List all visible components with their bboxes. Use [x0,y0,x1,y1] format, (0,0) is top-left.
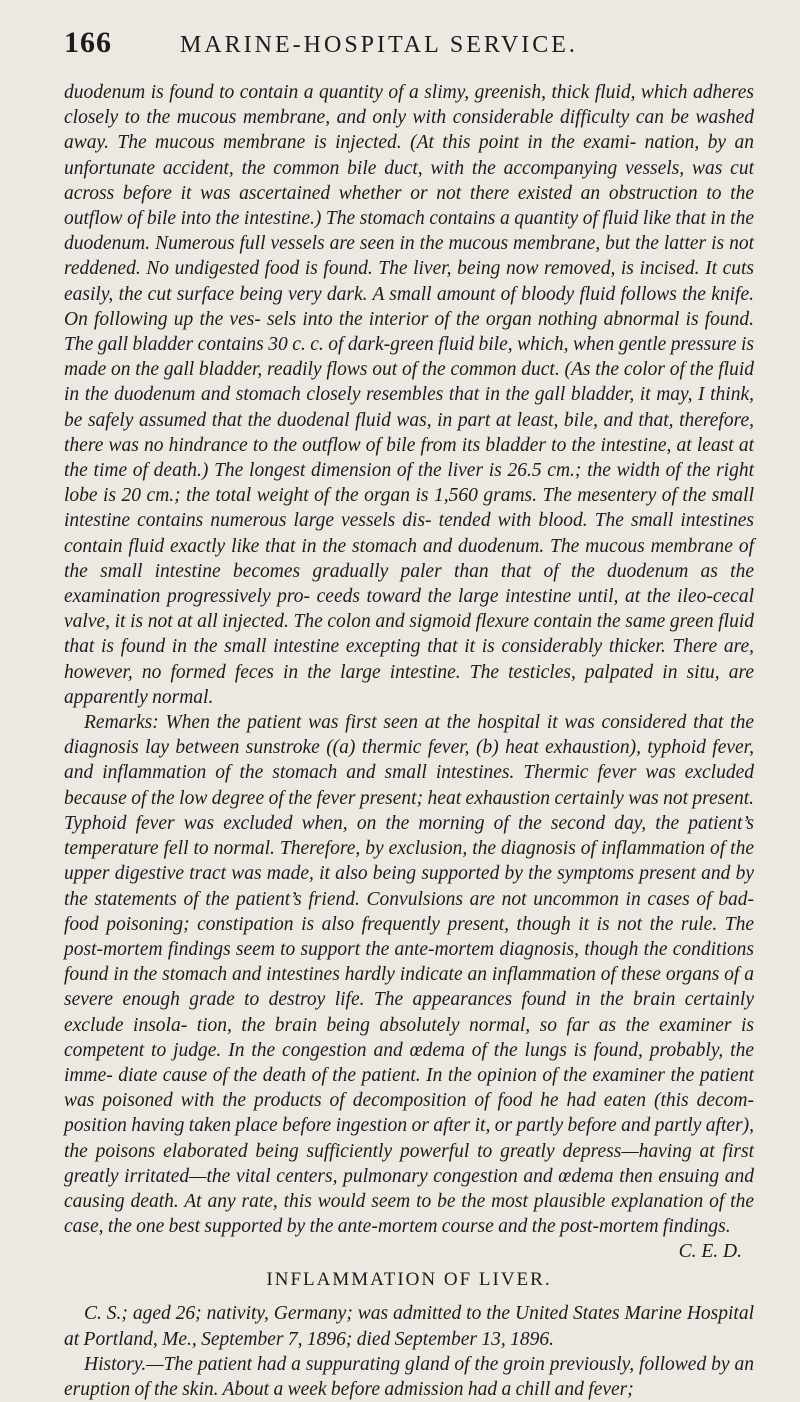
running-head: MARINE-HOSPITAL SERVICE. [180,32,578,58]
case-paragraph-intro: C. S.; aged 26; nativity, Germany; was admitted to the United States Marine Hospital at Portland, Me., September 7, 1896; died September 13, 1896. [64,1303,754,1350]
page-body [64,80,754,1402]
section-title: INFLAMMATION OF LIVER. [266,1269,552,1291]
page-number: 166 [64,26,112,59]
case-paragraph-history: History.—The patient had a suppurating gland of the groin previously, followed by an eruption of the skin. About a week before admission had a chill and fever; [64,1353,754,1400]
author-signature: C. E. D. [678,1241,742,1263]
body-paragraph-autopsy: duodenum is found to contain a quantity of a slimy, greenish, thick fluid, which adheres closely to the mucous membrane, and only with considerable difficulty can be washed away. The mucous membrane is injected. (At this point in the exami- nation, by an unfortunate accident, the common bile duct, with the accompanying vessels, was cut across before it was ascertained whether or not there existed an obstruction to the outflow of bile into the intestine.) The stomach contains a quantity of fluid like that in the duodenum. Numerous full vessels are seen in the mucous membrane, but the latter is not reddened. No undigested food is found. The liver, being now removed, is incised. It cuts easily, the cut surface being very dark. A small amount of bloody fluid follows the knife. On following up the ves- sels into the interior of the organ nothing abnormal is found. The gall bladder contains 30 c. c. of dark-green fluid bile, which, when gentle pressure is made on the gall bladder, readily flows out of the common duct. (As the color of the fluid in the duodenum and stomach closely resembles that in the gall bladder, it may, I think, be safely assumed that the duodenal fluid was, in part at least, bile, and that, therefore, there was no hindrance to the outflow of bile from its bladder to the intestine, at least at the time of death.) The longest dimension of the liver is 26.5 cm.; the width of the right lobe is 20 cm.; the total weight of the organ is 1,560 grams. The mesentery of the small intestine contains numerous large vessels dis- tended with blood. The small intestines contain fluid exactly like that in the stomach and duodenum. The mucous membrane of the small intestine becomes gradually paler than that of the duodenum as the examination progressively pro- ceeds toward the large intestine until, at the ileo-cecal valve, it is not at all injected. The colon and sigmoid flexure contain the same green fluid that is found in the small intestine excepting that it is considerably thicker. There are, however, no formed feces in the large intestine. The testicles, palpated in situ, are apparently normal. [64,82,754,708]
page-header [64,26,754,66]
body-paragraph-remarks: Remarks: When the patient was first seen at the hospital it was considered that the diagnosis lay between sunstroke ((a) thermic fever, (b) heat exhaustion), typhoid fever, and inflammation of the stomach and small intestines. Thermic fever was excluded because of the low degree of the fever present; heat exhaustion certainly was not present. Typhoid fever was excluded when, on the morning of the second day, the patient’s temperature fell to normal. Therefore, by exclusion, the diagnosis of inflammation of the upper digestive tract was made, it also being supported by the symptoms present and by the statements of the patient’s friend. Convulsions are not uncommon in cases of bad-food poisoning; constipation is also frequently present, though it is not the rule. The post-mortem findings seem to support the ante-mortem diagnosis, though the conditions found in the stomach and intestines hardly indicate an inflammation of these organs of a severe enough grade to destroy life. The appearances found in the brain certainly exclude insola- tion, the brain being absolutely normal, so far as the examiner is competent to judge. In the congestion and œdema of the lungs is found, probably, the imme- diate cause of the death of the patient. In the opinion of the examiner the patient was poisoned with the products of decomposition of food he had eaten (this decom- position having taken place before ingestion or after it, or partly before and partly after), the poisons elaborated being sufficiently powerful to greatly depress—having at first greatly irritated—the vital centers, pulmonary congestion and œdema then ensuing and causing death. At any rate, this would seem to be the most plausible explanation of the case, the one best supported by the ante-mortem course and the post-mortem findings. [64,712,754,1238]
